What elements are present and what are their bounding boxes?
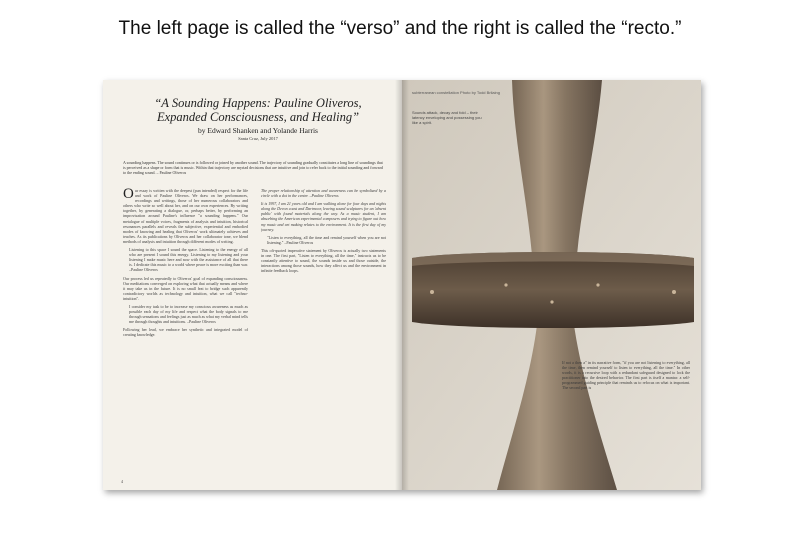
paragraph: It is 1997, I am 21 years old and I am walking alone for four days and nights along the Devon coast and Dartmoor, leaving sound sculptures for an 'absent public' with found materials along the way. As a music student, I am absorbing the American experimental composers and trying to figure out how my music and art making relates to the environment. It is the first day of my journey. [261, 201, 386, 232]
article-authors: by Edward Shanken and Yolande Harris [198, 126, 318, 135]
drop-cap: O [123, 188, 134, 202]
epigraph: A sounding happens. The sound continues or is followed or joined by another sound. The trajectory of sounding gradually constitutes a long line of soundings that is perceived as a shape or form that is music. Within that trajectory are myriad decisions that are intuitive and join to refer back to the initial sounding and forward to the ending sound. – Pauline Oliveros [123, 160, 383, 175]
page-number: 4 [121, 479, 123, 484]
paragraph: Our process led us repeatedly to Oliveros' goal of expanding consciousness. Our meditations converged on exploring what that actually means and where it may take us in the future. It is no small feat to bridge such apparently contradictory worlds as technology and intuition, what we call "techno-intuition". [123, 275, 248, 301]
verso-page [103, 80, 402, 490]
article-dateline: Santa Cruz, July 2017 [238, 136, 278, 141]
paragraph: Following her lead, we embrace her synthetic and integrated model of creating knowledge. [123, 327, 248, 338]
text-column-left [123, 188, 248, 473]
paragraph: This oft-quoted imperative statement by Oliveros is actually two statements in one. The first part, "Listen to everything, all the time," instructs us to be constantly attentive to sound, the sounds inside us and those outside, the interactions among those sounds, how they affect us and the environment in infinite feedback loops. [261, 247, 386, 274]
paragraph: If not a then a" in its narrative form, "if you are not listening to everything, all the time, then remind yourself to listen to everything, all the time." In other words, it is a recursive loop with a redundant safeguard designed to lock the practitioner into the desired behavior. The first part is itself a mantra: a self-programmed guiding principle that reminds us to refocus on what is important. The second part is [562, 360, 690, 391]
paragraph: Listening to this space I sound the space. Listening to the energy of all who are present I sound this energy. Listening to my listening and your listening I make music here and now with the assistance of all that there is. I dedicate this music to a world where peace is more exciting than war. –Pauline Oliveros [129, 247, 248, 273]
paragraph: The proper relationship of attention and awareness can be symbolized by a circle with a dot in the center. –Pauline Oliveros [261, 188, 386, 199]
page-gutter [395, 80, 409, 490]
sculpture-crossbar [412, 252, 694, 328]
text-column-right [261, 188, 386, 473]
paragraph: Our essay is written with the deepest (pun intended) respect for the life and work of Pauline Oliveros. We draw on her performances, recordings and writings, those of her numerous collaborators and others who write so well about her, and on our own experiences. By writing together, by generating a dialogue, or, perhaps better, by performing an improvisation around Pauline's influence "a sounding happens." Our metalogue of multiple voices, fragments of analysis and intuition, historical resonances parallels and reveals the subjective, experiential and embodied modes of knowing and healing that Oliveros' work ultimately achieves and teaches. As its publications by Oliveros and her collaborator tone, we blend methods of analysis and intuition through different modes of writing. [123, 188, 248, 244]
photo-caption: subterranean constellation Photo by Todd Brilaing [412, 90, 500, 95]
recto-page [402, 80, 701, 490]
recto-body-text [562, 360, 690, 482]
pull-quote: Sounds attack, decay and fold – their latency enveloping and possessing you like a spirit. [412, 110, 482, 125]
book-spread [103, 80, 701, 490]
paragraph: "Listen to everything, all the time and remind yourself when you are not listening." –Pauline Oliveros [267, 234, 386, 245]
caption-text: The left page is called the “verso” and the right is called the “recto.” [118, 18, 682, 39]
paragraph: I consider my task to be to increase my conscious awareness as much as possible each day of my life and respect what the body signals to me through sensations and feelings just as much as what my verbal mind tells me through thoughts and intuitions. –Pauline Oliveros [129, 303, 248, 325]
article-title: “A Sounding Happens: Pauline Oliveros, Expanded Consciousness, and Healing” [154, 96, 362, 124]
